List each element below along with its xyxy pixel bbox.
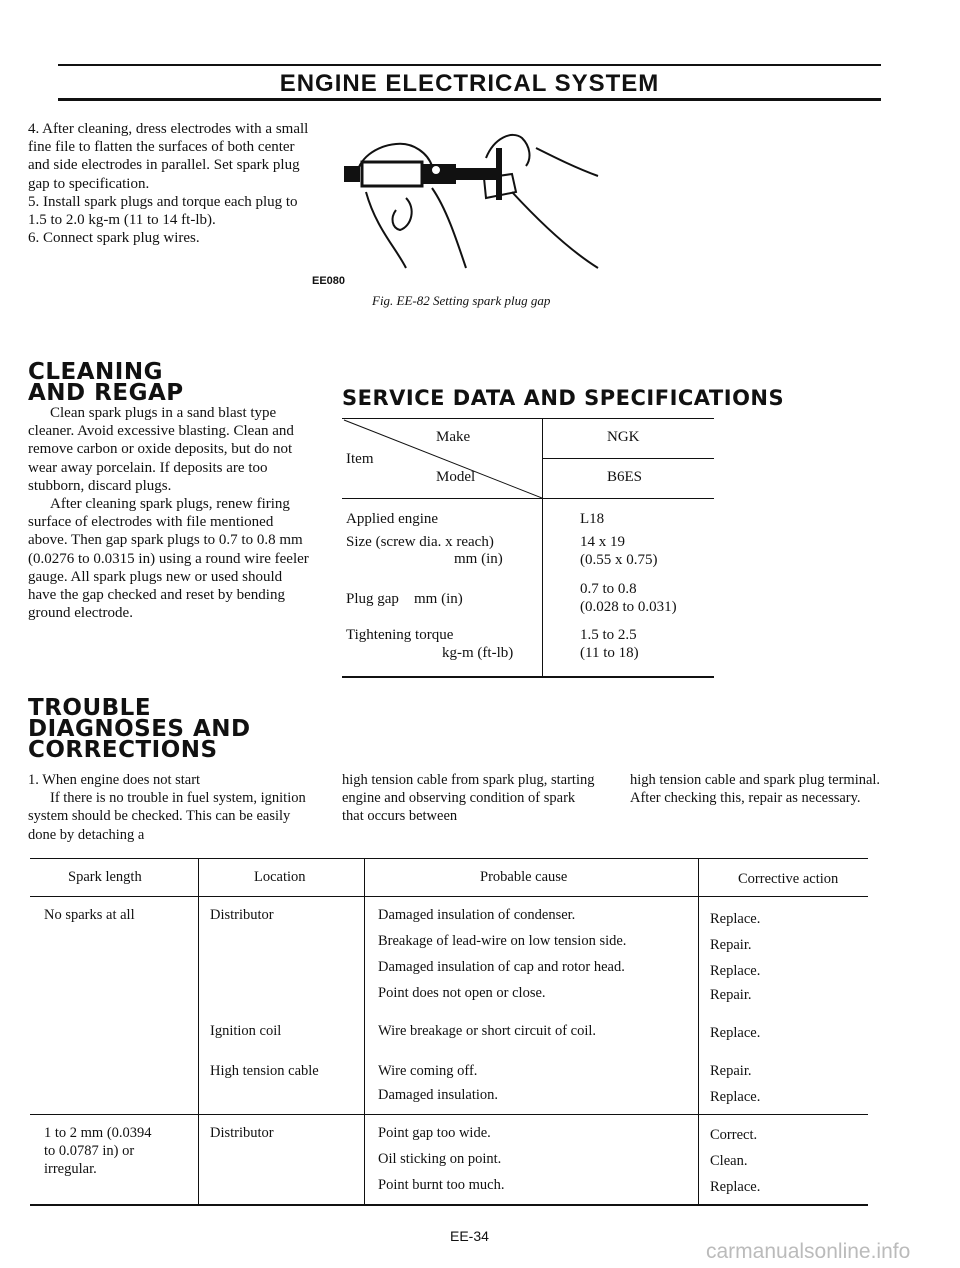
row-torque-value: 1.5 to 2.5 <box>580 627 637 643</box>
location-distributor: Distributor <box>210 907 274 923</box>
row-plug-gap-unit: mm (in) <box>414 591 463 607</box>
trouble-intro-col2: high tension cable from spark plug, starting engine and observing condition of spark that occurs between <box>342 772 595 825</box>
cause-condenser: Damaged insulation of condenser. <box>378 907 576 923</box>
plug-terminal <box>344 166 360 182</box>
cause-point-open-close: Point does not open or close. <box>378 985 546 1001</box>
spark-1-2mm-line1: 1 to 2 mm (0.0394 <box>44 1125 152 1141</box>
cause-wire-off: Wire coming off. <box>378 1063 478 1079</box>
page-title: ENGINE ELECTRICAL SYSTEM <box>279 70 660 97</box>
make-value: NGK <box>607 429 640 445</box>
trouble-heading: TROUBLE DIAGNOSES AND CORRECTIONS <box>28 695 251 763</box>
row-size-value-in: (0.55 x 0.75) <box>580 552 658 568</box>
row-plug-gap-value-in: (0.028 to 0.031) <box>580 599 677 615</box>
header-probable-cause: Probable cause <box>480 869 568 885</box>
spark-1-2mm-line3: irregular. <box>44 1161 97 1177</box>
hand-right-outline <box>486 135 529 166</box>
plug-thread <box>456 168 496 180</box>
page-number: EE-34 <box>450 1228 489 1244</box>
header-rule-top <box>58 64 881 66</box>
plug-body <box>362 162 422 186</box>
header-corrective-action: Corrective action <box>738 871 839 887</box>
trouble-table <box>30 858 868 1206</box>
action-1: Replace. <box>710 911 761 927</box>
cleaning-heading: CLEANING AND REGAP <box>28 359 184 406</box>
trouble-item-1: 1. When engine does not start <box>28 772 201 788</box>
action-10: Replace. <box>710 1179 761 1195</box>
action-3: Replace. <box>710 963 761 979</box>
cause-lead-wire: Breakage of lead-wire on low tension side. <box>378 933 627 949</box>
trouble-intro-text: If there is no trouble in fuel system, ignition system should be checked. This can be easily done by detaching a <box>28 790 306 843</box>
cleaning-paragraph-1: Clean spark plugs in a sand blast type cleaner. Avoid excessive blasting. Clean and remove carbon or oxide deposits, but do not wear away porcelain. If deposits are too stubborn, discard plugs. <box>28 405 294 494</box>
location-ignition-coil: Ignition coil <box>210 1023 282 1039</box>
cleaning-paragraph-2: After cleaning spark plugs, renew firing surface of electrodes with file mentioned above. Then gap spark plugs to 0.7 to 0.8 mm (0.0276 to 0.0315 in) using a round wire feeler gauge. All spark plugs new or used should have the gap checked and reset by bending ground electrode. <box>28 496 309 622</box>
item-label: Item <box>346 451 374 467</box>
cause-coil: Wire breakage or short circuit of coil. <box>378 1023 597 1039</box>
action-4: Repair. <box>710 987 752 1003</box>
header-location: Location <box>254 869 306 885</box>
action-5: Replace. <box>710 1025 761 1041</box>
watermark: carmanualsonline.info <box>706 1240 911 1263</box>
step-5: 5. Install spark plugs and torque each plug to 1.5 to 2.0 kg-m (11 to 14 ft-lb). <box>28 193 298 229</box>
cause-damaged-insulation: Damaged insulation. <box>378 1087 499 1103</box>
row-plug-gap-value: 0.7 to 0.8 <box>580 581 637 597</box>
cause-oil-on-point: Oil sticking on point. <box>378 1151 502 1167</box>
header-rule-bottom <box>58 98 881 101</box>
figure-code: EE080 <box>312 275 346 287</box>
step-4: 4. After cleaning, dress electrodes with a small fine file to flatten the surfaces of both center and side electrodes in parallel. Set spark plug gap to specification. <box>28 121 309 192</box>
row-torque-unit: kg-m (ft-lb) <box>442 645 514 661</box>
header-spark-length: Spark length <box>68 869 142 885</box>
action-6: Repair. <box>710 1063 752 1079</box>
row-size-label: Size (screw dia. x reach) <box>346 534 494 550</box>
trouble-intro-col3: high tension cable and spark plug terminal. After checking this, repair as necessary. <box>630 772 881 807</box>
location-high-tension-cable: High tension cable <box>210 1063 319 1079</box>
row-plug-gap-label: Plug gap <box>346 591 399 607</box>
feeler-gauge <box>496 148 502 200</box>
row-size-value: 14 x 19 <box>580 534 625 550</box>
action-9: Clean. <box>710 1153 748 1169</box>
cleaning-text <box>28 404 310 622</box>
cause-point-gap-wide: Point gap too wide. <box>378 1125 491 1141</box>
service-spec-table <box>342 418 714 680</box>
spark-plug-gap-illustration <box>336 118 606 288</box>
model-label: Model <box>436 469 476 485</box>
row-torque-value-in: (11 to 18) <box>580 645 639 661</box>
cause-cap-rotor: Damaged insulation of cap and rotor head. <box>378 959 625 975</box>
row-torque-label: Tightening torque <box>346 627 454 643</box>
intro-steps <box>28 120 310 247</box>
row-applied-engine-value: L18 <box>580 511 605 527</box>
trouble-intro-col1 <box>28 771 310 844</box>
step-6: 6. Connect spark plug wires. <box>28 230 200 247</box>
model-value: B6ES <box>607 469 643 485</box>
spark-1-2mm-line2: to 0.0787 in) or <box>44 1143 135 1159</box>
service-data-title: SERVICE DATA AND SPECIFICATIONS <box>342 386 785 410</box>
action-8: Correct. <box>710 1127 758 1143</box>
make-label: Make <box>436 429 471 445</box>
spark-no-sparks: No sparks at all <box>44 907 135 923</box>
row-size-unit: mm (in) <box>454 551 503 567</box>
figure-caption: Fig. EE-82 Setting spark plug gap <box>372 293 551 308</box>
action-2: Repair. <box>710 937 752 953</box>
row-applied-engine-label: Applied engine <box>346 511 439 527</box>
location-distributor-2: Distributor <box>210 1125 274 1141</box>
cause-point-burnt: Point burnt too much. <box>378 1177 505 1193</box>
action-7: Replace. <box>710 1089 761 1105</box>
